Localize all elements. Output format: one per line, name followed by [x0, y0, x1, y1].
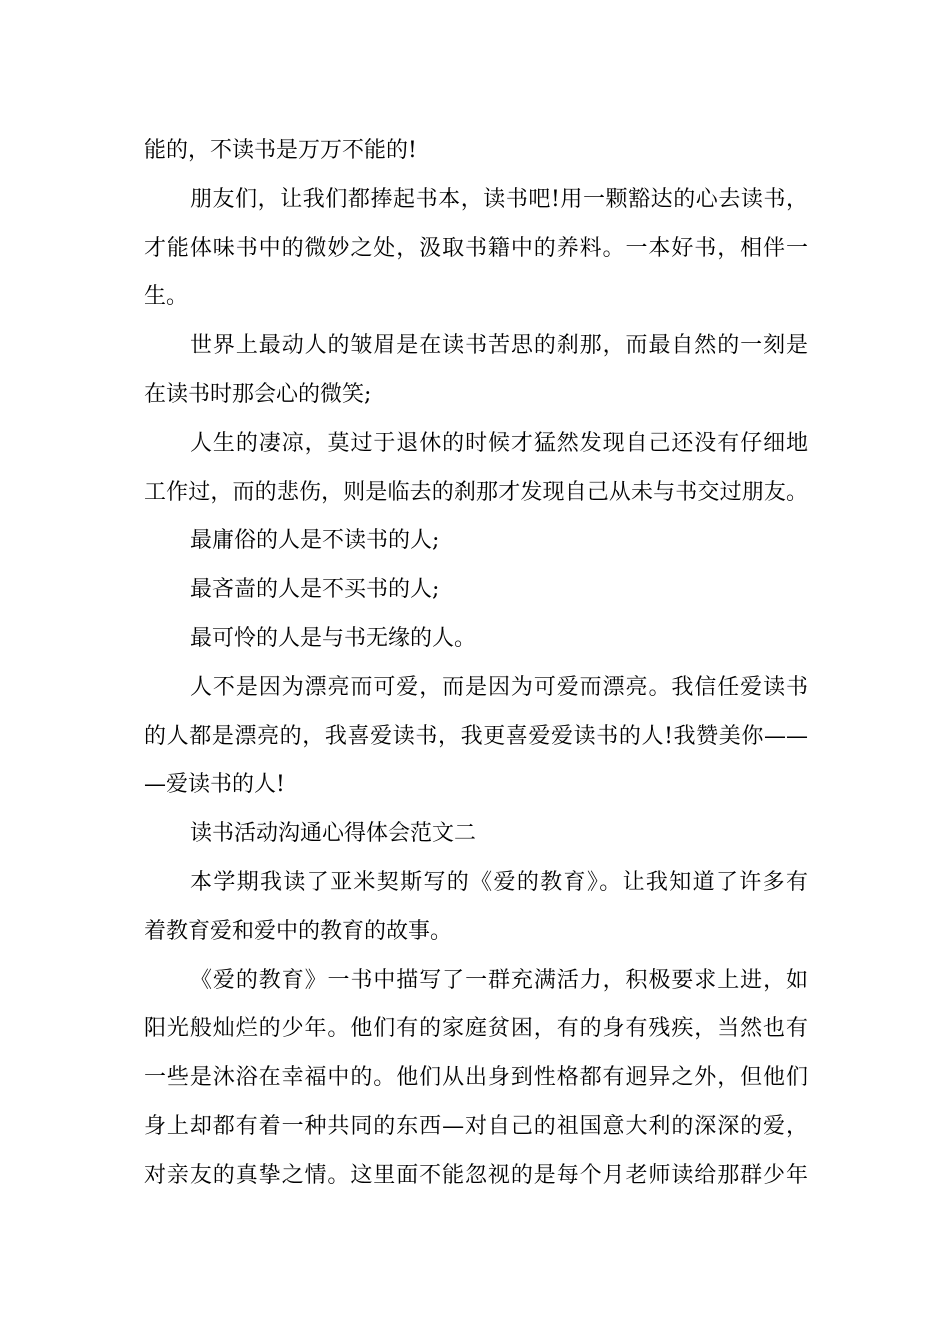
- text-line: 人不是因为漂亮而可爱，而是因为可爱而漂亮。我信任爱读书: [190, 674, 808, 700]
- text-line: 着教育爱和爱中的教育的故事。: [144, 918, 453, 944]
- text-line: 能的，不读书是万万不能的!: [144, 138, 417, 163]
- text-line: 读书活动沟通心得体会范文二: [190, 821, 477, 847]
- text-line: 对亲友的真挚之情。这里面不能忽视的是每个月老师读给那群少年: [144, 1162, 808, 1188]
- text-line: 一些是沐浴在幸福中的。他们从出身到性格都有迥异之外，但他们: [144, 1065, 808, 1091]
- text-line: 世界上最动人的皱眉是在读书苦思的刹那，而最自然的一刻是: [190, 333, 808, 359]
- text-line: 工作过，而的悲伤，则是临去的刹那才发现自己从未与书交过朋友。: [144, 479, 808, 505]
- text-line: 朋友们，让我们都捧起书本，读书吧!用一颗豁达的心去读书，: [190, 186, 808, 212]
- text-line: 生。: [144, 284, 189, 310]
- text-line: 才能体味书中的微妙之处，汲取书籍中的养料。一本好书，相伴一: [144, 235, 808, 261]
- text-line: 阳光般灿烂的少年。他们有的家庭贫困，有的身有残疾，当然也有: [144, 1016, 808, 1042]
- text-line: 最可怜的人是与书无缘的人。: [190, 625, 477, 651]
- text-line: 的人都是漂亮的，我喜爱读书，我更喜爱爱读书的人!我赞美你——: [144, 723, 808, 749]
- text-line: 本学期我读了亚米契斯写的《爱的教育》。让我知道了许多有: [190, 869, 808, 895]
- text-line: 最庸俗的人是不读书的人;: [190, 528, 440, 554]
- text-line: 身上却都有着一种共同的东西—对自己的祖国意大利的深深的爱，: [144, 1113, 808, 1139]
- text-line: 人生的凄凉，莫过于退休的时候才猛然发现自己还没有仔细地: [190, 430, 808, 456]
- document-body: [144, 127, 808, 1201]
- text-line: 最吝啬的人是不买书的人;: [190, 577, 440, 603]
- text-line: 《爱的教育》一书中描写了一群充满活力，积极要求上进，如: [190, 967, 808, 993]
- text-line: 在读书时那会心的微笑;: [144, 381, 372, 407]
- text-line: —爱读书的人!: [144, 772, 285, 798]
